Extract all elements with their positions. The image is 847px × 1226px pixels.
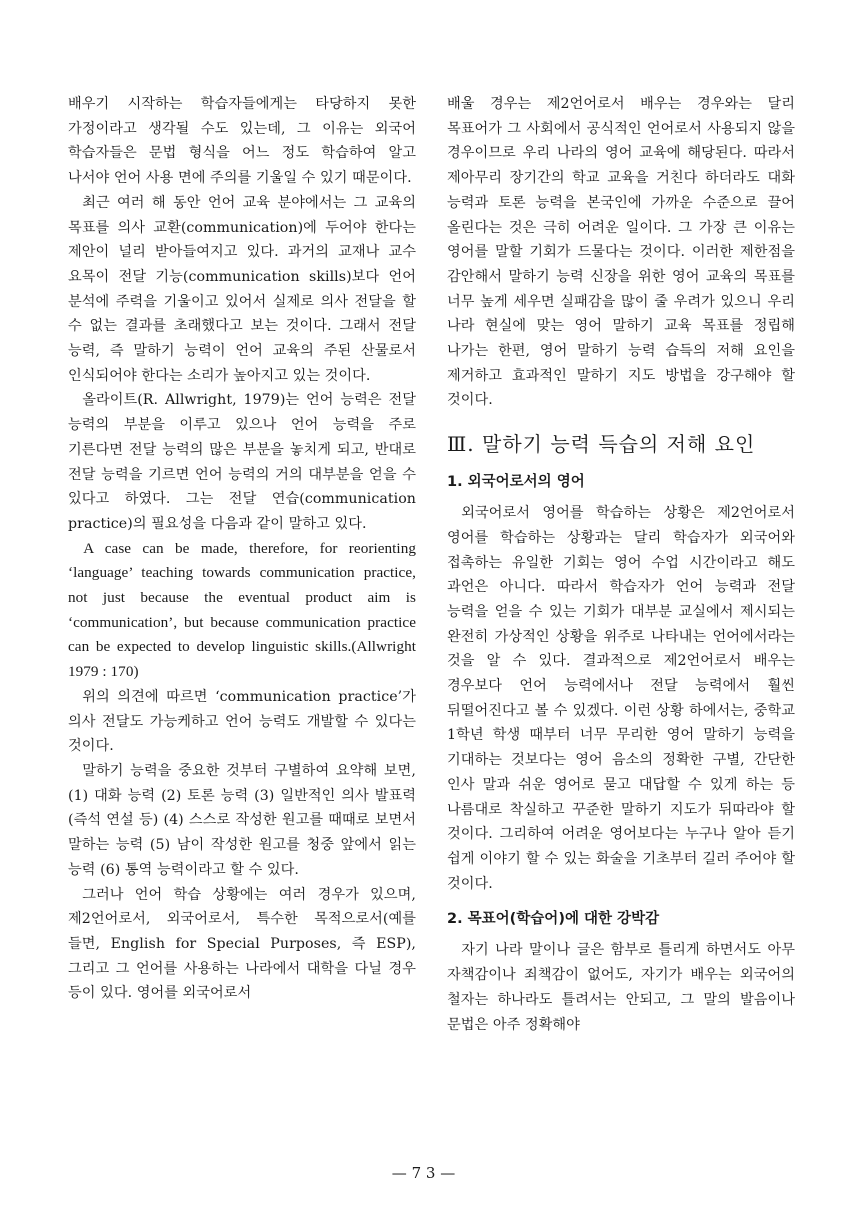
left-paragraph-3: 올라이트(R. Allwright, 1979)는 언어 능력은 전달 능력의 부분을 이루고 있으나 언어 능력을 주로 기른다면 전달 능력의 많은 부분을 놓치게 되고, 반대로 전달 능력을 기르면 언어 능력의 거의 대부분을 얻을 수 있다고 하였다. 그는 전달 연습(communication practice)의 필요성을 다음과 같이 말하고 있다. <box>68 392 416 532</box>
left-paragraph-5: 말하기 능력을 중요한 것부터 구별하여 요약해 보면, (1) 대화 능력 (2) 토론 능력 (3) 일반적인 의사 발표력(즉석 연설 등) (4) 스스로 작성한 원고를 때때로 보면서 말하는 능력 (5) 남이 작성한 원고를 청중 앞에서 읽는 능력 (6) 통역 능력이라고 할 수 있다. <box>68 762 416 878</box>
left-paragraph-4: 위의 의견에 따르면 ‘communication practice’가 의사 전달도 가능케하고 언어 능력도 개발할 수 있다는 것이다. <box>68 688 416 755</box>
left-paragraph-1: 배우기 시작하는 학습자들에게는 타당하지 못한 가정이라고 생각될 수도 있는데, 그 이유는 외국어 학습자들은 문법 형식을 어느 정도 학습하여 알고 나서야 언어 사용 면에 주의를 기울일 수 있기 때문이다. <box>68 96 416 187</box>
subsection-heading-2: 2. 목표어(학습어)에 대한 강박감 <box>447 911 660 928</box>
right-paragraph-2: 외국어로서 영어를 학습하는 상황은 제2언어로서 영어를 학습하는 상황과는 달리 학습자가 외국어와 접촉하는 유일한 기회는 영어 수업 시간이라고 해도 과언은 아니다. 따라서 학습자가 언어 능력과 전달 능력을 얻을 수 있는 기회가 대부분 교실에서 제시되는 완전히 가상적인 상황을 위주로 나타내는 언어에서라는 것을 알 수 있다. 결과적으로 제2언어로서 배우는 경우보다 언어 능력에서나 전달 능력에서 훨씬 뒤떨어진다고 볼 수 있겠다. 이런 상황 하에서는, 중학교 1학년 학생 때부터 너무 무리한 영어 말하기 능력을 기대하는 것보다는 영어 음소의 정확한 구별, 간단한 인사 말과 쉬운 영어로 묻고 대답할 수 있게 하는 등 나름대로 착실하고 꾸준한 말하기 지도가 뒤따라야 할 것이다. 그리하여 어려운 영어보다는 누구나 알아 듣기 쉽게 이야기 할 수 있는 화술을 기초부터 길러 주어야 할 것이다. <box>447 505 795 892</box>
left-column <box>68 92 416 1006</box>
right-paragraph-1: 배울 경우는 제2언어로서 배우는 경우와는 달리 목표어가 그 사회에서 공식적인 언어로서 사용되지 않을 경우이므로 우리 나라의 영어 교육에 해당된다. 따라서 제아무리 장기간의 학교 교육을 거친다 하더라도 대화 능력과 토론 능력을 본국인에 가까운 수준으로 끌어 올린다는 것은 극히 어려운 일이다. 그 가장 큰 이유는 영어를 말할 기회가 드물다는 것이다. 이러한 제한점을 감안해서 말하기 능력 신장을 위한 영어 교육의 목표를 너무 높게 세우면 실패감을 많이 줄 우려가 있으니 우리 나라 현실에 맞는 영어 말하기 교육 목표를 정립해 나가는 한편, 영어 말하기 능력 습득의 저해 요인을 제거하고 효과적인 말하기 지도 방법을 강구해야 할 것이다. <box>447 96 795 409</box>
block-quote: A case can be made, therefore, for reorienting ‘language’ teaching towards communication practice, not just because the eventual product aim is ‘communication’, but because communication practice can be expected to develop linguistic skills.(Allwright 1979 : 170) <box>68 539 416 681</box>
section-heading: Ⅲ. 말하기 능력 득습의 저해 요인 <box>447 432 756 457</box>
left-paragraph-6: 그러나 언어 학습 상황에는 여러 경우가 있으며, 제2언어로서, 외국어로서, 특수한 목적으로서(예를 들면, English for Special Purposes, 즉 ESP), 그리고 그 언어를 사용하는 나라에서 대학을 다닐 경우 등이 있다. 영어를 외국어로서 <box>68 886 416 1002</box>
right-column <box>447 92 795 1037</box>
page-number: — 7 3 — <box>391 1164 456 1182</box>
right-paragraph-3: 자기 나라 말이나 글은 함부로 틀리게 하면서도 아무 자책감이나 죄책감이 없어도, 자기가 배우는 외국어의 철자는 하나라도 틀려서는 안되고, 그 말의 발음이나 문법은 아주 정확해야 <box>447 942 795 1033</box>
left-paragraph-2: 최근 여러 해 동안 언어 교육 분야에서는 그 교육의 목표를 의사 교환(communication)에 두어야 한다는 제안이 널리 받아들여지고 있다. 과거의 교재나 교수 요목이 전달 기능(communication skills)보다 언어 분석에 주력을 기울이고 있어서 실제로 의사 전달을 할 수 없는 결과를 초래했다고 보는 것이다. 그래서 전달 능력, 즉 말하기 능력이 언어 교육의 주된 산물로서 인식되어야 한다는 소리가 높아지고 있는 것이다. <box>68 194 416 384</box>
subsection-heading-1: 1. 외국어로서의 영어 <box>447 474 585 491</box>
